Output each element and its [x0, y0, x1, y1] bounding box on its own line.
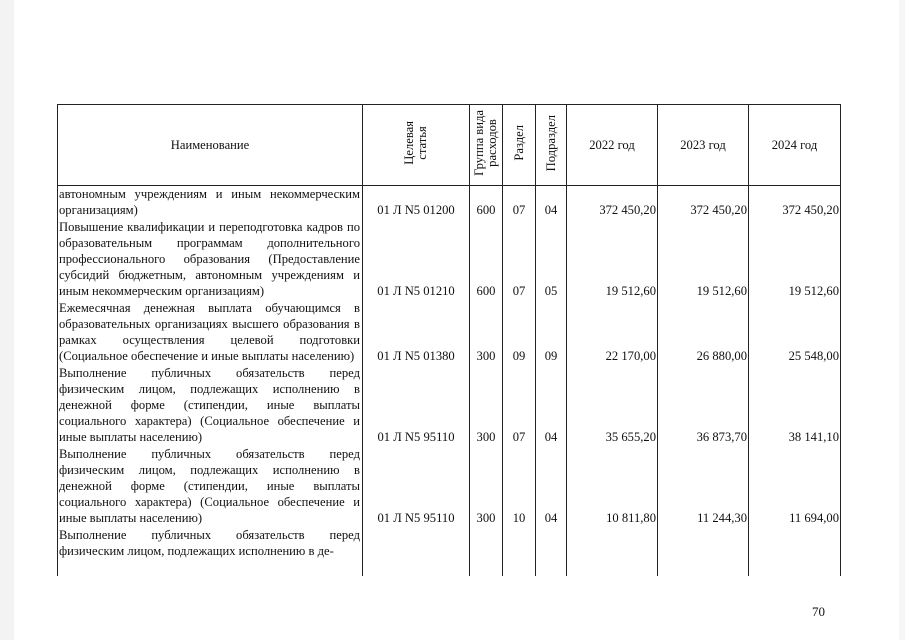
row-2022: 372 450,20 [567, 186, 658, 220]
row-target-article [363, 527, 470, 576]
header-subsection: Подраздел [536, 105, 567, 186]
row-target-article: 01 Л N5 01210 [363, 219, 470, 300]
row-name: Ежемесячная денежная выплата обучающимся в образовательных организациях высшего образования в рамках осуществления целевой подготовки (Социальное обеспечение и иные выплаты населению) [58, 300, 363, 365]
row-name: автономным учреждениям и иным некоммерческим организациям) [58, 186, 363, 220]
row-subsection: 05 [536, 219, 567, 300]
row-section: 09 [503, 300, 536, 365]
header-2023: 2023 год [658, 105, 749, 186]
row-expense-group: 600 [470, 219, 503, 300]
row-2023 [658, 527, 749, 576]
row-target-article: 01 Л N5 01200 [363, 186, 470, 220]
table-row [58, 446, 841, 527]
row-2022: 10 811,80 [567, 446, 658, 527]
row-subsection: 04 [536, 446, 567, 527]
row-section [503, 527, 536, 576]
row-subsection [536, 527, 567, 576]
row-2023: 11 244,30 [658, 446, 749, 527]
row-2022: 22 170,00 [567, 300, 658, 365]
row-target-article: 01 Л N5 95110 [363, 365, 470, 446]
row-2022: 19 512,60 [567, 219, 658, 300]
row-subsection: 04 [536, 365, 567, 446]
row-target-article: 01 Л N5 01380 [363, 300, 470, 365]
page-number: 70 [812, 604, 825, 619]
row-expense-group: 300 [470, 300, 503, 365]
row-2024: 25 548,00 [749, 300, 841, 365]
header-section: Раздел [503, 105, 536, 186]
header-2024: 2024 год [749, 105, 841, 186]
row-name: Повышение квалификации и переподготовка кадров по образовательным программам дополнительного профессионального образования (Предоставление субсидий бюджетным, автономным учреждениям и иным некоммерческим организациям) [58, 219, 363, 300]
header-name: Наименование [58, 105, 363, 186]
row-target-article: 01 Л N5 95110 [363, 446, 470, 527]
row-subsection: 09 [536, 300, 567, 365]
row-section: 07 [503, 186, 536, 220]
row-expense-group [470, 527, 503, 576]
row-expense-group: 300 [470, 365, 503, 446]
table-row [58, 365, 841, 446]
row-name: Выполнение публичных обязательств перед физическим лицом, подлежащих исполнению в де- [58, 527, 363, 576]
row-2024: 372 450,20 [749, 186, 841, 220]
budget-table [57, 104, 841, 576]
scan-edge-left [0, 0, 14, 640]
table-row [58, 219, 841, 300]
row-2024: 19 512,60 [749, 219, 841, 300]
row-expense-group: 600 [470, 186, 503, 220]
header-2022: 2022 год [567, 105, 658, 186]
row-2024: 11 694,00 [749, 446, 841, 527]
header-target-article: Целевая статья [363, 105, 470, 186]
table-row [58, 527, 841, 576]
row-expense-group: 300 [470, 446, 503, 527]
row-name: Выполнение публичных обязательств перед физическим лицом, подлежащих исполнению в денежной форме (стипендии, иные выплаты социального характера) (Социальное обеспечение и иные выплаты населению) [58, 365, 363, 446]
row-section: 07 [503, 365, 536, 446]
row-section: 10 [503, 446, 536, 527]
row-2024: 38 141,10 [749, 365, 841, 446]
row-2023: 372 450,20 [658, 186, 749, 220]
header-row [58, 105, 841, 186]
row-2022 [567, 527, 658, 576]
row-subsection: 04 [536, 186, 567, 220]
scan-edge-right [899, 0, 905, 640]
row-2023: 19 512,60 [658, 219, 749, 300]
row-section: 07 [503, 219, 536, 300]
header-expense-group: Группа вида расходов [470, 105, 503, 186]
table-row [58, 186, 841, 220]
row-2024 [749, 527, 841, 576]
row-name: Выполнение публичных обязательств перед физическим лицом, подлежащих исполнению в денежной форме (стипендии, иные выплаты социального характера) (Социальное обеспечение и иные выплаты населению) [58, 446, 363, 527]
row-2023: 36 873,70 [658, 365, 749, 446]
table-row [58, 300, 841, 365]
row-2022: 35 655,20 [567, 365, 658, 446]
row-2023: 26 880,00 [658, 300, 749, 365]
